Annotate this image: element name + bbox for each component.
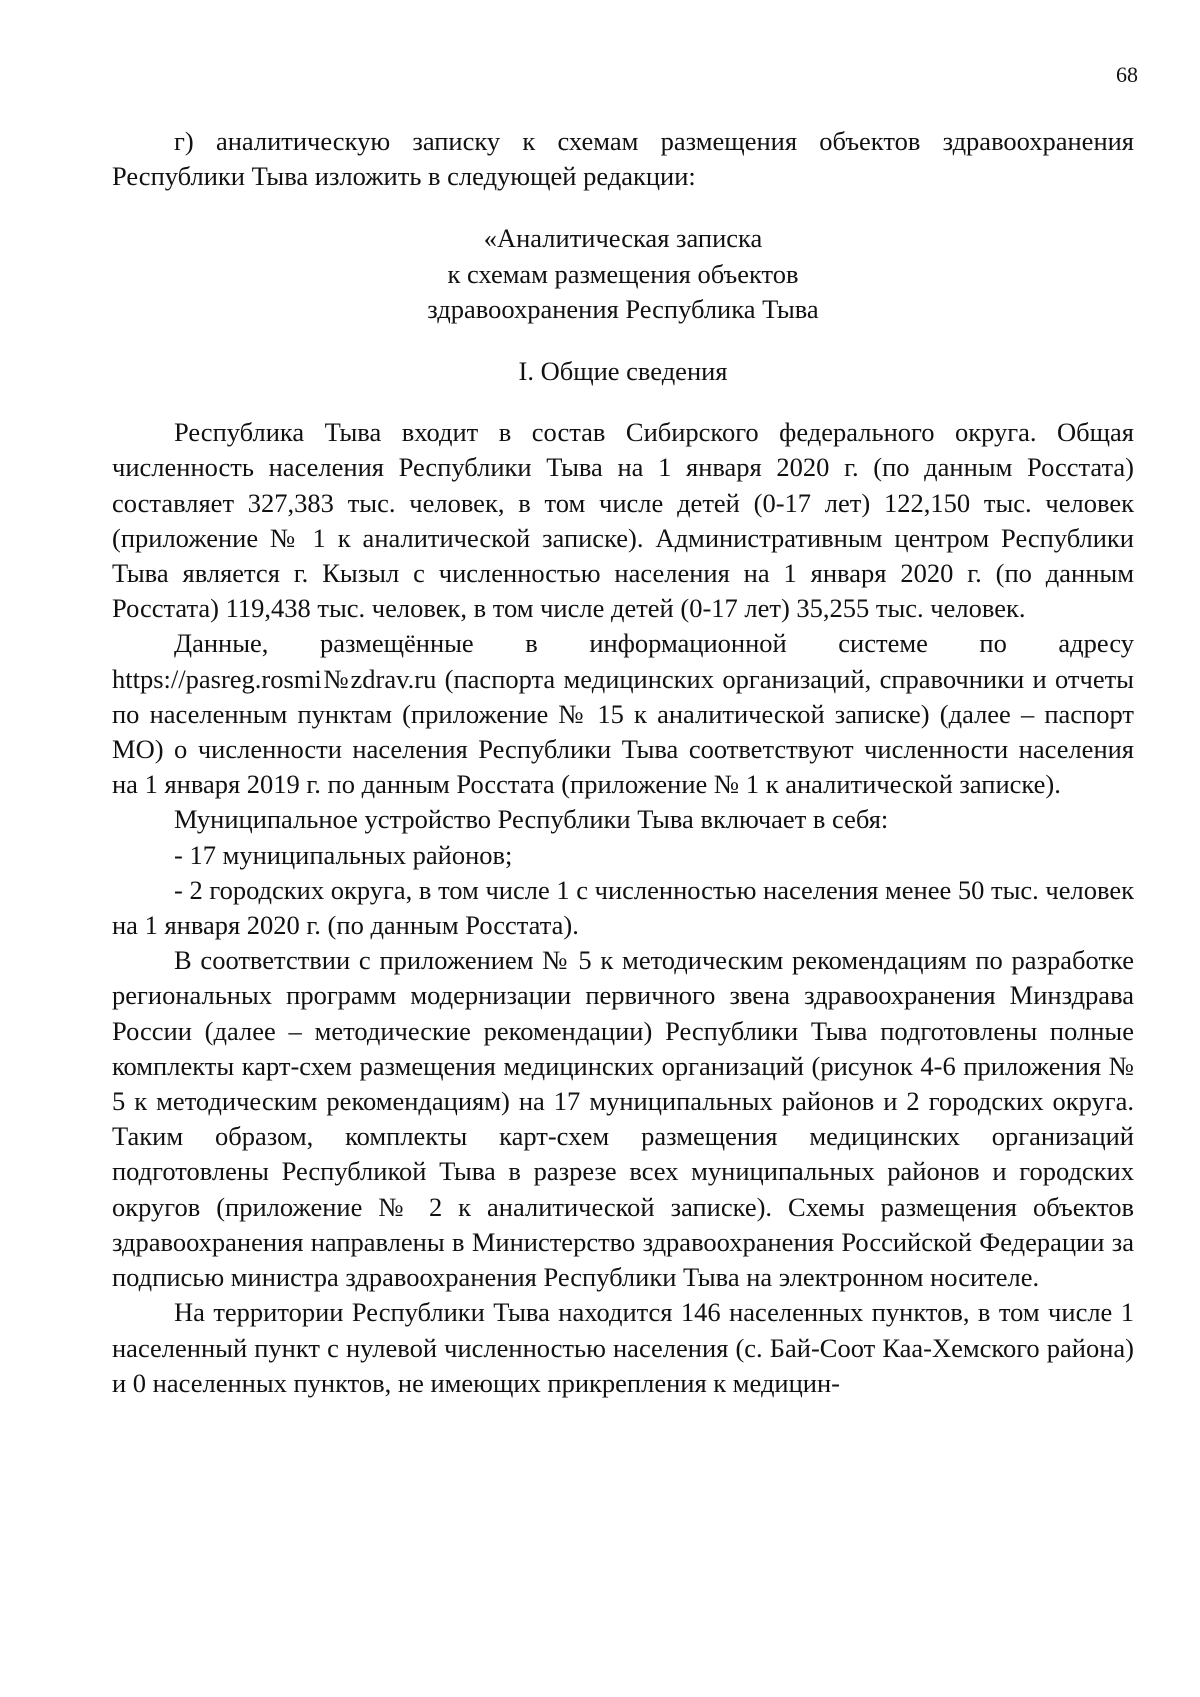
- document-body: [112, 124, 1134, 1401]
- intro-paragraph: г) аналитическую записку к схемам размещения объектов здравоохранения Республики Тыва изложить в следующей редакции:: [112, 126, 1134, 192]
- paragraph-passport-data: Данные, размещённые в информационной системе по адресу https://pasreg.rosmi№zdrav.ru (паспорта медицинских организаций, справочники и отчеты по населенным пунктам (приложение № 15 к аналитической записке) (далее – паспорт МО) о численности населения Республики Тыва соответствуют численности населения на 1 января 2019 г. по данным Росстата (приложение № 1 к аналитической записке).: [112, 628, 1134, 800]
- page-number: 68: [1116, 62, 1138, 87]
- document-title: [112, 221, 1134, 327]
- list-item-districts: - 17 муниципальных районов;: [174, 839, 513, 870]
- paragraph-overview: Республика Тыва входит в состав Сибирского федерального округа. Общая численность населения Республики Тыва на 1 января 2020 г. (по данным Росстата) составляет 327,383 тыс. человек, в том числе детей (0-17 лет) 122,150 тыс. человек (приложение № 1 к аналитической записке). Административным центром Республики Тыва является г. Кызыл с численностью населения на 1 января 2020 г. (по данным Росстата) 119,438 тыс. человек, в том числе детей (0-17 лет) 35,255 тыс. человек.: [112, 417, 1134, 624]
- paragraph-municipal-structure: Муниципальное устройство Республики Тыва включает в себя:: [174, 804, 889, 835]
- paragraph-settlements: На территории Республики Тыва находится 146 населенных пунктов, в том числе 1 населенный пункт с нулевой численностью населения (с. Бай-Соот Каа-Хемского района) и 0 населенных пунктов, не имеющих прикрепления к медицин-: [112, 1297, 1134, 1398]
- section-heading: I. Общие сведения: [518, 356, 728, 387]
- list-item-urban-districts: - 2 городских округа, в том числе 1 с численностью населения менее 50 тыс. человек на 1 января 2020 г. (по данным Росстата).: [112, 874, 1134, 941]
- title-line: «Аналитическая записка: [483, 223, 763, 254]
- paragraph-map-schemes: В соответствии с приложением № 5 к методическим рекомендациям по разработке региональных программ модернизации первичного звена здравоохранения Минздрава России (далее – методические рекомендации) Республики Тыва подготовлены полные комплекты карт-схем размещения медицинских организаций (рисунок 4-6 приложения № 5 к методическим рекомендациям) на 17 муниципальных районов и 2 городских округа. Таким образом, комплекты карт-схем размещения медицинских организаций подготовлены Республикой Тыва в разрезе всех муниципальных районов и городских округов (приложение № 2 к аналитической записке). Схемы размещения объектов здравоохранения направлены в Министерство здравоохранения Российской Федерации за подписью министра здравоохранения Республики Тыва на электронном носителе.: [112, 945, 1134, 1293]
- title-line: к схемам размещения объектов: [447, 258, 799, 289]
- title-line: здравоохранения Республика Тыва: [427, 293, 819, 324]
